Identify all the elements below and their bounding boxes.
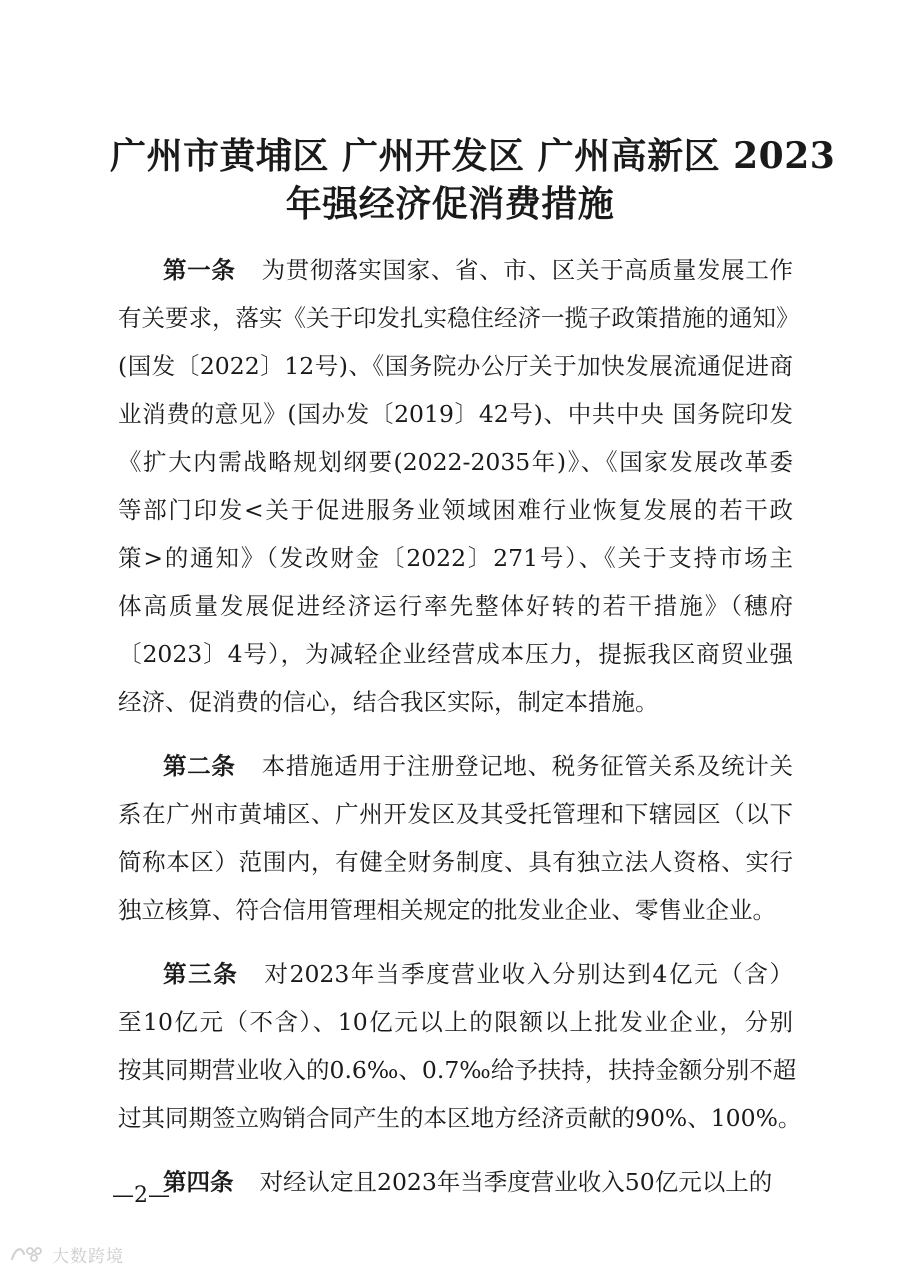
article-2-line-1: 本措施适用于注册登记地、税务征管关系及统计关 [261,752,793,780]
article-2 [118,742,793,934]
article-2-line-2: 系在广州市黄埔区、广州开发区及其受托管理和下辖园区（以下 [118,800,793,828]
article-1-line-1: 为贯彻落实国家、省、市、区关于高质量发展工作 [261,256,793,284]
article-2-line-4: 独立核算、符合信用管理相关规定的批发业企业、零售业企业。 [118,896,776,924]
article-1-line-5: 《扩大内需战略规划纲要(2022-2035年)》、《国家发展改革委 [118,448,793,476]
article-2-line-3: 简称本区）范围内，有健全财务制度、具有独立法人资格、实行 [118,848,793,876]
article-4 [118,1158,793,1206]
document-body [118,246,802,1206]
article-1-label: 第一条 [163,256,236,284]
article-4-label: 第四条 [163,1168,234,1196]
article-2-label: 第二条 [163,752,236,780]
page-number: —2— [112,1183,170,1208]
article-3-line-3: 按其同期营业收入的0.6‰、0.7‰给予扶持，扶持金额分别不超 [118,1056,797,1084]
article-1 [118,246,800,726]
article-1-line-7: 策>的通知》（发改财金〔2022〕271号）、《关于支持市场主 [118,544,793,572]
article-4-line-1: 对经认定且2023年当季度营业收入50亿元以上的 [259,1168,773,1196]
title-line-1: 广州市黄埔区 广州开发区 广州高新区 2023 [110,135,836,178]
article-1-line-2: 有关要求，落实《关于印发扎实稳住经济一揽子政策措施的通知》 [118,304,800,332]
article-1-line-3: (国发〔2022〕12号)、《国务院办公厅关于加快发展流通促进商 [118,352,793,380]
article-1-line-6: 等部门印发<关于促进服务业领域困难行业恢复发展的若干政 [118,496,793,524]
document-title [110,132,836,228]
article-1-line-8: 体高质量发展促进经济运行率先整体好转的若干措施》（穗府 [118,592,793,620]
article-3-line-1: 对2023年当季度营业收入分别达到4亿元（含） [264,960,793,988]
title-line-2: 年强经济促消费措施 [285,183,615,226]
watermark [8,1240,124,1268]
watermark-text: 大数跨境 [52,1246,124,1267]
article-3-label: 第三条 [163,960,239,988]
article-1-line-4: 业消费的意见》(国办发〔2019〕42号)、中共中央 国务院印发 [118,400,793,428]
article-3-line-4: 过其同期签立购销合同产生的本区地方经济贡献的90%、100%。 [118,1104,802,1132]
article-1-line-9: 〔2023〕4号），为减轻企业经营成本压力，提振我区商贸业强 [118,640,793,668]
watermark-logo-icon [8,1243,48,1265]
article-1-line-10: 经济、促消费的信心，结合我区实际，制定本措施。 [118,688,659,716]
article-3 [118,950,802,1142]
article-3-line-2: 至10亿元（不含）、10亿元以上的限额以上批发业企业，分别 [118,1008,793,1036]
